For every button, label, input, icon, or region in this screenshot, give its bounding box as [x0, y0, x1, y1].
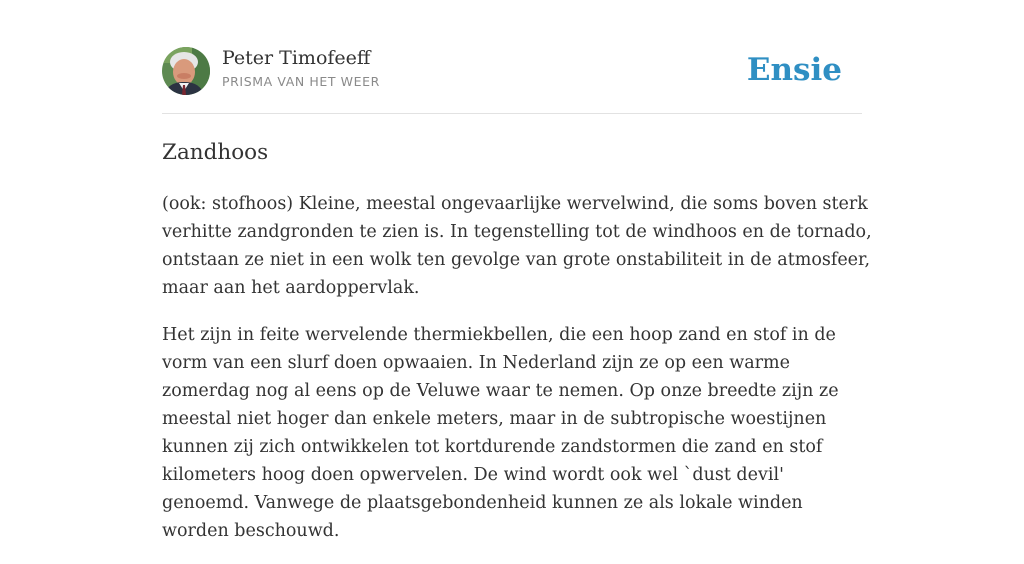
author-header: [162, 46, 862, 96]
article-paragraph: Het zijn in feite wervelende thermiekbellen, die een hoop zand en stof in de vorm van een slurf doen opwaaien. In Nederland zijn ze op een warme zomerdag nog al eens op de Veluwe waar te nemen. Op onze breedte zijn ze meestal niet hoger dan enkele meters, maar in de subtropische woestijnen kunnen zij zich ontwikkelen tot kortdurende zandstormen die zand en stof kilometers hoog doen opwervelen. De wind wordt ook wel `dust devil' genoemd. Vanwege de plaatsgebondenheid kunnen ze als lokale winden worden beschouwd.: [162, 325, 839, 541]
ensie-logo[interactable]: Ensie: [746, 52, 842, 88]
author-subtitle[interactable]: PRISMA VAN HET WEER: [222, 74, 380, 89]
author-name[interactable]: Peter Timofeeff: [222, 47, 371, 69]
avatar[interactable]: [162, 47, 210, 95]
article-paragraph: (ook: stofhoos) Kleine, meestal ongevaarlijke wervelwind, die soms boven sterk verhitte zandgronden te zien is. In tegenstelling tot de windhoos en de tornado, ontstaan ze niet in een wolk ten gevolge van grote onstabiliteit in de atmosfeer, maar aan het aardoppervlak.: [162, 194, 872, 298]
article-body: [162, 190, 872, 564]
article-title: Zandhoos: [162, 140, 269, 165]
header-divider: [162, 113, 862, 114]
